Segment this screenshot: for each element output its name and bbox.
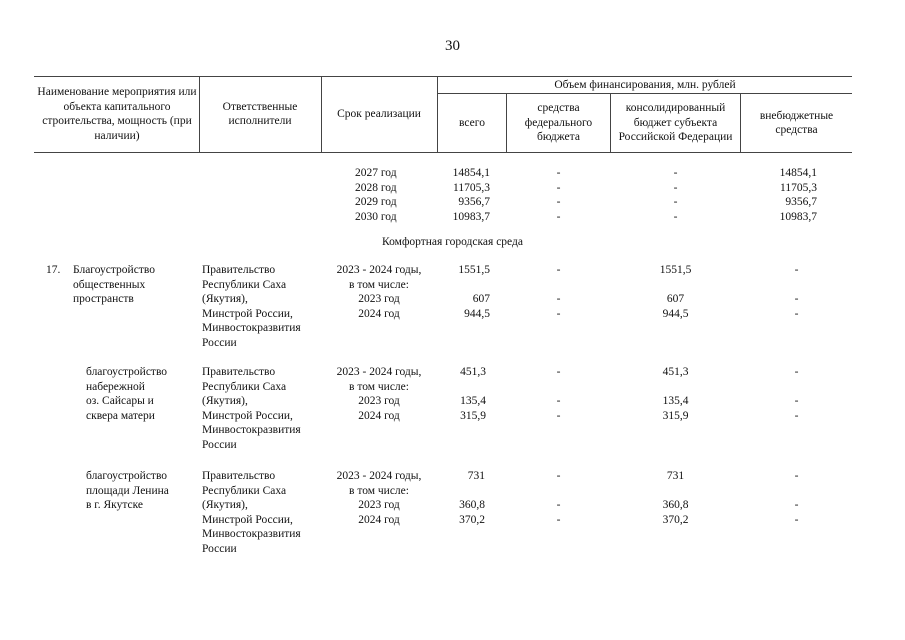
entry-term: 2023 - 2024 годы, в том числе: 2023 год 2024 год — [336, 470, 422, 526]
section-title: Комфортная городская среда — [382, 236, 523, 248]
entry-total: 731 360,8 370,2 — [459, 470, 485, 526]
entry-extrabudget: - - - — [794, 264, 799, 320]
total-cell: 10983,7 — [452, 210, 490, 223]
entry-extrabudget: - - - — [794, 366, 799, 422]
entry-extrabudget: - - - — [794, 470, 799, 526]
federal-cell: - — [556, 167, 561, 179]
entry-term: 2023 - 2024 годы, в том числе: 2023 год 2024 год — [336, 264, 422, 320]
entry-federal: - - - — [556, 264, 561, 320]
regional-cell: - — [673, 210, 678, 223]
term-cell: 2028 год — [355, 181, 397, 194]
total-cell: 14854,1 — [452, 167, 490, 179]
term-cell: 2030 год — [355, 210, 397, 223]
entry-regional: 451,3 135,4 315,9 — [662, 366, 689, 422]
header-total-column: всего — [459, 116, 485, 129]
regional-cell: - — [673, 181, 678, 194]
entry-executors: Правительство Республики Саха (Якутия), Минстрой России, Минвостокразвития России — [202, 470, 301, 555]
regional-cell: - — [673, 167, 678, 179]
entry-federal: - - - — [556, 366, 561, 422]
header-name-column: Наименование мероприятия или объекта капитального строительства, мощность (при наличии) — [37, 86, 197, 142]
header-bottom-rule — [34, 152, 852, 153]
entry-name: благоустройство набережной оз. Сайсары и сквера матери — [86, 366, 168, 422]
extrabudget-cell: 11705,3 — [780, 181, 817, 194]
entry-federal: - - - — [556, 470, 561, 526]
entry-name: благоустройство площади Ленина в г. Якутске — [86, 470, 169, 511]
total-cell: 9356,7 — [458, 196, 490, 208]
federal-cell: - — [556, 196, 561, 208]
entry-term: 2023 - 2024 годы, в том числе: 2023 год 2024 год — [336, 366, 422, 422]
page-number: 30 — [445, 38, 460, 54]
header-executors-column: Ответственные исполнители — [222, 100, 298, 127]
federal-cell: - — [556, 210, 561, 223]
entry-total: 1551,5 607 944,5 — [458, 264, 490, 320]
entry-number: 17. — [46, 264, 61, 276]
header-extrabudget-column: внебюджетные средства — [759, 109, 834, 136]
entry-regional: 1551,5 607 944,5 — [659, 264, 692, 320]
entry-name: Благоустройство общественных пространств — [73, 264, 155, 305]
header-term-column: Срок реализации — [337, 107, 421, 120]
regional-cell: - — [673, 196, 678, 208]
header-regional-column: консолидированный бюджет субъекта Российской Федерации — [618, 102, 733, 144]
total-cell: 11705,3 — [453, 181, 490, 194]
entry-regional: 731 360,8 370,2 — [662, 470, 689, 526]
header-finance-group: Объем финансирования, млн. рублей — [554, 78, 736, 91]
entry-executors: Правительство Республики Саха (Якутия), Минстрой России, Минвостокразвития России — [202, 264, 301, 349]
term-cell: 2029 год — [355, 196, 397, 208]
entry-total: 451,3 135,4 315,9 — [460, 366, 486, 422]
extrabudget-cell: 9356,7 — [785, 196, 817, 208]
term-cell: 2027 год — [355, 167, 397, 179]
federal-cell: - — [556, 181, 561, 194]
extrabudget-cell: 14854,1 — [779, 167, 817, 179]
extrabudget-cell: 10983,7 — [779, 210, 817, 223]
header-federal-column: средства федерального бюджета — [524, 102, 593, 144]
entry-executors: Правительство Республики Саха (Якутия), Минстрой России, Минвостокразвития России — [202, 366, 301, 451]
